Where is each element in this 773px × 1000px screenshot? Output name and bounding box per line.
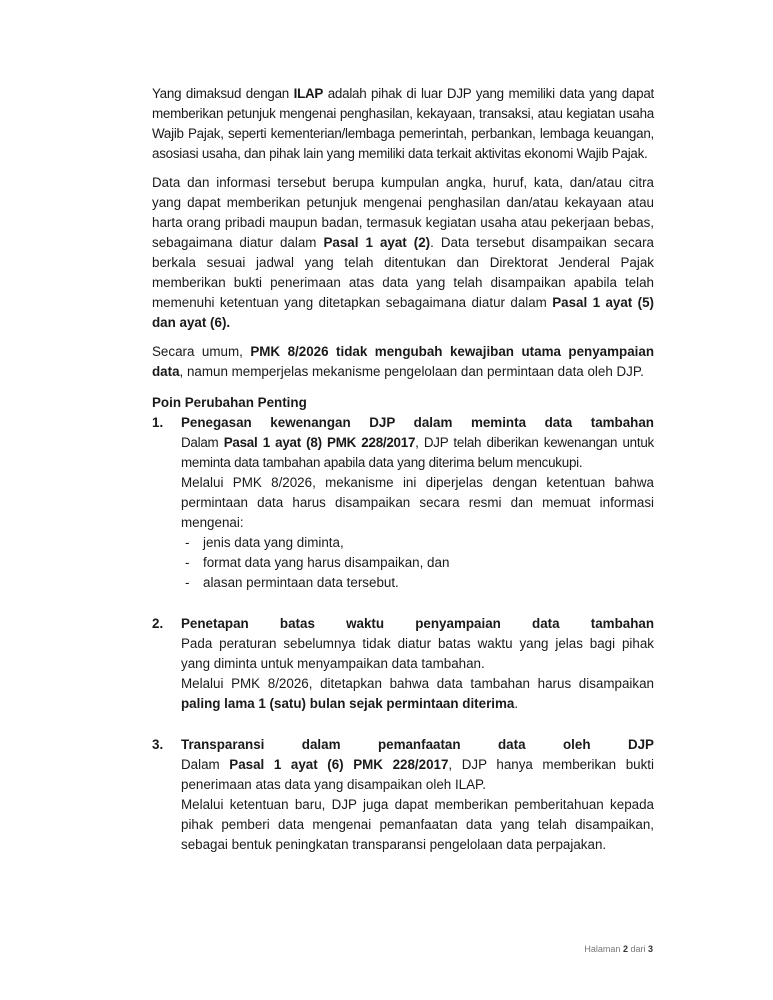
text: Data dan informasi tersebut berupa kumpulan angka, huruf, kata, dan/atau citra yang dapat memberikan petunjuk mengenai penghasilan dan/atau kekayaan atau harta orang pribadi maupun badan, termasuk kegiatan usaha atau pekerjaan bebas, sebagaimana diatur dalam: [152, 175, 654, 250]
paragraph-secara-umum: [152, 342, 654, 382]
bold-statement: paling lama 1 (satu) bulan sejak permintaan diterima: [181, 696, 515, 711]
item-number: 3.: [152, 737, 164, 752]
text: , namun memperjelas mekanisme pengelolaan dan permintaan data oleh DJP.: [179, 364, 644, 379]
bold-reference: Pasal 1 ayat (2): [323, 235, 431, 250]
item-title: Transparansi dalam pemanfaatan data oleh DJP: [181, 737, 654, 752]
text: . Data tersebut disampaikan secara berkala sesuai jadwal yang telah ditentukan dan Direktorat Jenderal Pajak memberikan bukti penerimaan atas data yang telah disampaikan apabila telah memenuhi ketentuan yang ditetapkan sebagaimana diatur dalam: [152, 235, 654, 310]
spacer: [152, 714, 654, 735]
item-text: Melalui PMK 8/2026, mekanisme ini diperjelas dengan ketentuan bahwa permintaan data harus disampaikan secara resmi dan memuat informasi mengenai:: [181, 475, 654, 530]
bold-reference: Pasal 1 ayat (5) dan ayat (6).: [152, 295, 654, 330]
section-heading: Poin Perubahan Penting: [152, 395, 307, 410]
text: Dalam: [181, 435, 224, 450]
dash-bullet-icon: -: [185, 555, 190, 570]
list-item-1: [152, 413, 654, 593]
text: Melalui PMK 8/2026, ditetapkan bahwa data tambahan harus disampaikan: [181, 676, 654, 691]
bullet-list: [181, 533, 654, 593]
current-page: 2: [622, 944, 628, 954]
bold-reference: Pasal 1 ayat (6) PMK 228/2017: [229, 757, 449, 772]
text: , DJP hanya memberikan bukti penerimaan atas data yang disampaikan oleh ILAP.: [181, 757, 654, 792]
item-number: 1.: [152, 415, 164, 430]
text: Yang dimaksud dengan: [152, 86, 294, 101]
total-pages: 3: [647, 944, 653, 954]
text: , DJP telah diberikan kewenangan untuk meminta data tambahan apabila data yang diterima belum mencukupi.: [181, 435, 654, 470]
item-text: [181, 433, 654, 473]
text: Secara umum,: [152, 344, 251, 359]
bullet-item: [181, 533, 654, 553]
item-number: 2.: [152, 616, 164, 631]
text: adalah pihak di luar DJP yang memiliki data yang dapat memberikan petunjuk mengenai penghasilan, kekayaan, transaksi, atau kegiatan usaha Wajib Pajak, seperti kementerian/lembaga pemerintah, perbankan, lembaga keuangan, asosiasi usaha, dan pihak lain yang memiliki data terkait aktivitas ekonomi Wajib Pajak.: [152, 86, 654, 161]
item-text: [181, 755, 654, 795]
bold-reference: Pasal 1 ayat (8) PMK 228/2017: [223, 435, 416, 450]
document-page: [152, 84, 654, 855]
bullet-item: [181, 553, 654, 573]
dash-bullet-icon: -: [185, 575, 190, 590]
text: Halaman: [584, 944, 623, 954]
bullet-item: [181, 573, 654, 593]
paragraph-data-informasi: [152, 173, 654, 333]
item-text: Melalui ketentuan baru, DJP juga dapat memberikan pemberitahuan kepada pihak pemberi data mengenai pemanfaatan data yang telah disampaikan, sebagai bentuk peningkatan transparansi pengelolaan data perpajakan.: [181, 797, 654, 852]
item-text: Pada peraturan sebelumnya tidak diatur batas waktu yang jelas bagi pihak yang diminta untuk menyampaikan data tambahan.: [181, 636, 654, 671]
list-item-2: [152, 614, 654, 714]
dash-bullet-icon: -: [185, 535, 190, 550]
text: jenis data yang diminta,: [203, 535, 344, 550]
page-number-footer: [584, 944, 653, 954]
item-title: Penegasan kewenangan DJP dalam meminta data tambahan: [181, 415, 654, 430]
bold-statement: PMK 8/2026 tidak mengubah kewajiban utama penyampaian data: [152, 344, 654, 379]
text: Dalam: [181, 757, 230, 772]
paragraph-ilap-definition: [152, 84, 654, 164]
text: .: [514, 696, 519, 711]
item-text: [181, 674, 654, 714]
item-title: Penetapan batas waktu penyampaian data tambahan: [181, 616, 654, 631]
list-item-3: [152, 735, 654, 855]
bold-term-ilap: ILAP: [293, 86, 324, 101]
text: dari: [627, 944, 648, 954]
text: format data yang harus disampaikan, dan: [203, 555, 450, 570]
text: alasan permintaan data tersebut.: [203, 575, 399, 590]
spacer: [152, 593, 654, 614]
